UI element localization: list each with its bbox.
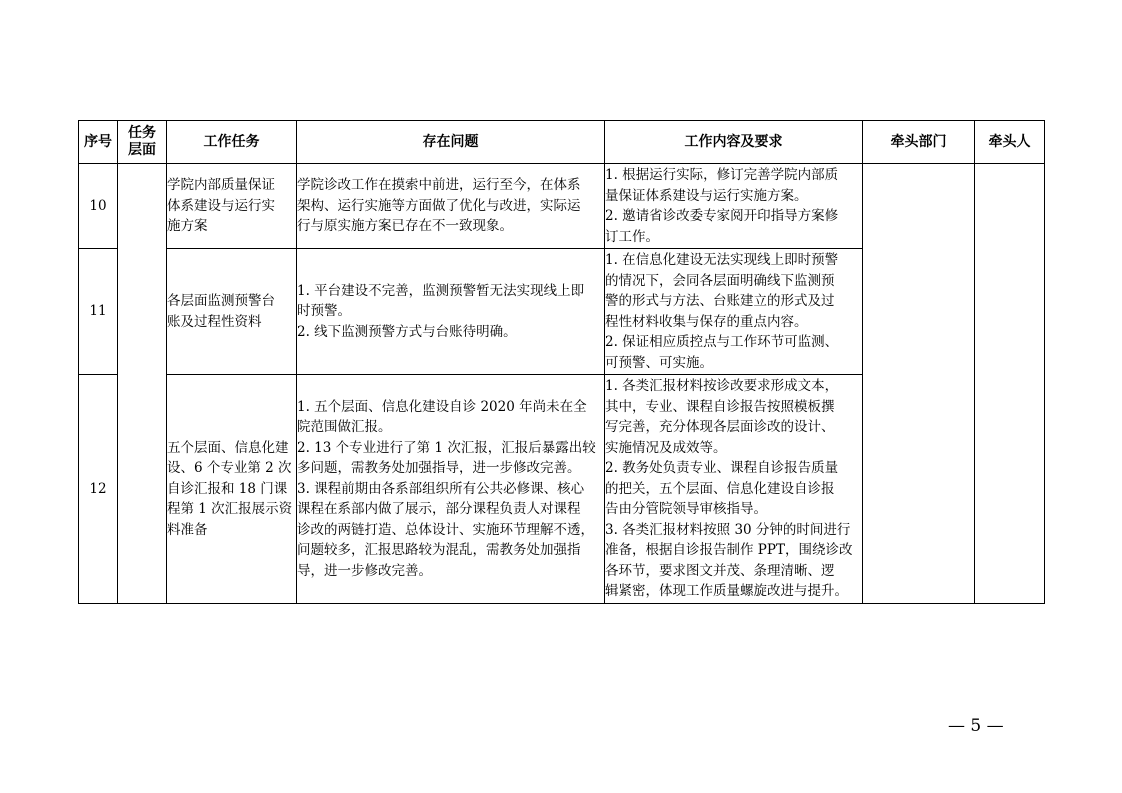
content-line: 程性材料收集与保存的重点内容。 bbox=[605, 313, 808, 330]
content-line: 其中，专业、课程自诊报告按照模板撰 bbox=[605, 398, 835, 415]
problem-line: 行与原实施方案已存在不一致现象。 bbox=[297, 218, 513, 235]
content-line: 1. 根据运行实际，修订完善学院内部质 bbox=[605, 167, 839, 183]
header-level-line-2: 层面 bbox=[128, 142, 156, 158]
content-line: 1. 在信息化建设无法实现线上即时预警 bbox=[605, 252, 839, 268]
task-line: 五个层面、信息化建 bbox=[167, 439, 289, 456]
content-line: 2. 教务处负责专业、课程自诊报告质量 bbox=[605, 460, 839, 477]
header-person: 牵头人 bbox=[975, 121, 1045, 164]
task-line: 料准备 bbox=[167, 521, 208, 538]
row-number: 12 bbox=[79, 375, 118, 604]
task-line: 学院内部质量保证 bbox=[167, 177, 275, 194]
header-index: 序号 bbox=[79, 121, 118, 164]
content-line: 实施情况及成效等。 bbox=[605, 439, 727, 456]
work-plan-table bbox=[78, 120, 1045, 604]
content-line: 量保证体系建设与运行实施方案。 bbox=[605, 187, 808, 204]
header-content: 工作内容及要求 bbox=[605, 121, 863, 164]
problem-line: 多问题，需教务处加强指导，进一步修改完善。 bbox=[297, 460, 581, 477]
page-number: — 5 — bbox=[948, 716, 1004, 736]
content-line: 订工作。 bbox=[605, 228, 659, 245]
problem-line: 院范围做汇报。 bbox=[297, 419, 392, 436]
task-line: 自诊汇报和 18 门课 bbox=[167, 480, 288, 497]
dept-cell bbox=[863, 164, 975, 604]
problem-line: 问题较多，汇报思路较为混乱，需教务处加强指 bbox=[297, 542, 581, 559]
header-level bbox=[118, 121, 167, 164]
content-line: 的情况下，会同各层面明确线下监测预 bbox=[605, 272, 835, 289]
row-number: 11 bbox=[79, 249, 118, 375]
header-problem: 存在问题 bbox=[297, 121, 605, 164]
header-dept: 牵头部门 bbox=[863, 121, 975, 164]
content-line: 告由分管院领导审核指导。 bbox=[605, 501, 767, 518]
row-number: 10 bbox=[79, 164, 118, 249]
person-cell bbox=[975, 164, 1045, 604]
problem-line: 3. 课程前期由各系部组织所有公共必修课、核心 bbox=[297, 480, 585, 497]
task-line: 施方案 bbox=[167, 218, 208, 235]
content-cell bbox=[605, 249, 863, 375]
content-cell bbox=[605, 164, 863, 249]
content-line: 各环节，要求图文并茂、条理清晰、逻 bbox=[605, 562, 835, 579]
task-line: 体系建设与运行实 bbox=[167, 197, 275, 214]
problem-line: 课程在系部内做了展示，部分课程负责人对课程 bbox=[297, 501, 581, 518]
problem-line: 时预警。 bbox=[297, 303, 351, 320]
problem-line: 架构、运行实施等方面做了优化与改进，实际运 bbox=[297, 197, 581, 214]
problem-cell bbox=[297, 249, 605, 375]
content-line: 辑紧密，体现工作质量螺旋改进与提升。 bbox=[605, 583, 848, 600]
problem-line: 1. 平台建设不完善，监测预警暂无法实现线上即 bbox=[297, 282, 585, 299]
task-cell bbox=[167, 249, 297, 375]
problem-line: 导，进一步修改完善。 bbox=[297, 562, 432, 579]
problem-line: 学院诊改工作在摸索中前进，运行至今，在体系 bbox=[297, 177, 581, 194]
content-line: 准备，根据自诊报告制作 PPT，围绕诊改 bbox=[605, 542, 853, 559]
content-line: 2. 邀请省诊改委专家阅开印指导方案修 bbox=[605, 208, 839, 224]
task-cell bbox=[167, 164, 297, 249]
problem-line: 诊改的两链打造、总体设计、实施环节理解不透， bbox=[297, 521, 594, 538]
task-line: 各层面监测预警台 bbox=[167, 293, 275, 309]
content-line: 警的形式与方法、台账建立的形式及过 bbox=[605, 293, 835, 309]
problem-line: 2. 13 个专业进行了第 1 次汇报，汇报后暴露出较 bbox=[297, 439, 596, 456]
content-line: 的把关，五个层面、信息化建设自诊报 bbox=[605, 480, 835, 497]
problem-cell bbox=[297, 164, 605, 249]
task-line: 账及过程性资料 bbox=[167, 313, 262, 330]
content-line: 2. 保证相应质控点与工作环节可监测、 bbox=[605, 334, 839, 350]
problem-line: 2. 线下监测预警方式与台账待明确。 bbox=[297, 323, 517, 340]
level-cell bbox=[118, 164, 167, 604]
problem-cell bbox=[297, 375, 605, 604]
problem-line: 1. 五个层面、信息化建设自诊 2020 年尚未在全 bbox=[297, 398, 587, 415]
content-line: 可预警、可实施。 bbox=[605, 354, 713, 371]
task-line: 设、6 个专业第 2 次 bbox=[167, 460, 292, 477]
content-cell bbox=[605, 375, 863, 604]
task-cell bbox=[167, 375, 297, 604]
header-task: 工作任务 bbox=[167, 121, 297, 164]
content-line: 写完善，充分体现各层面诊改的设计、 bbox=[605, 419, 835, 436]
content-line: 1. 各类汇报材料按诊改要求形成文本， bbox=[605, 378, 839, 395]
table-row bbox=[79, 164, 1045, 249]
content-line: 3. 各类汇报材料按照 30 分钟的时间进行 bbox=[605, 521, 851, 538]
header-row bbox=[79, 121, 1045, 164]
header-level-line-1: 任务 bbox=[128, 125, 156, 141]
task-line: 程第 1 次汇报展示资 bbox=[167, 501, 293, 518]
